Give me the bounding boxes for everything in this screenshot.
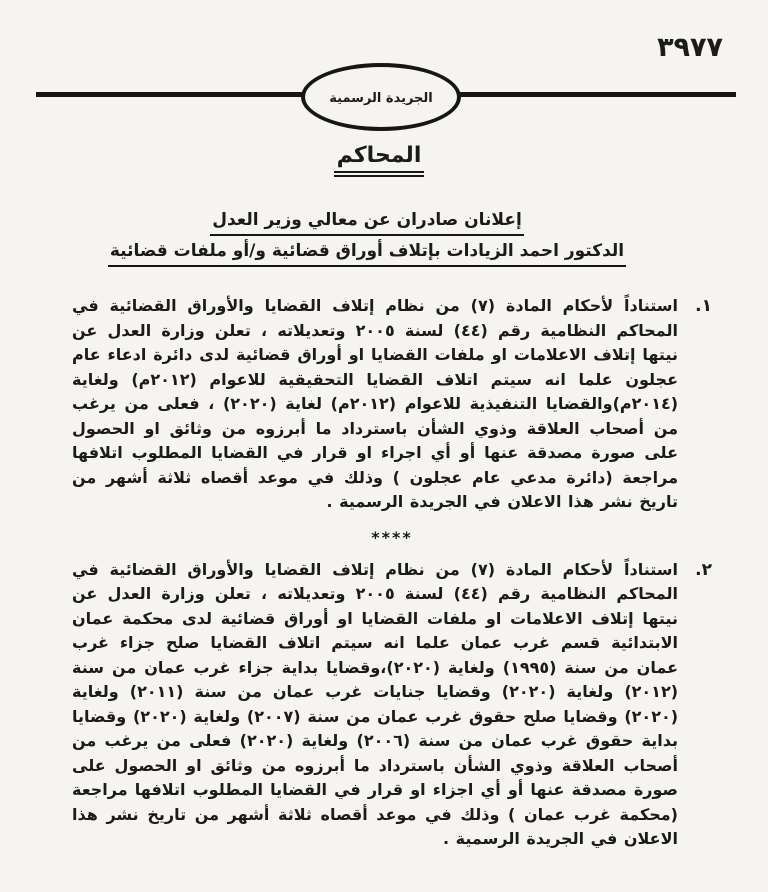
page-number: ٣٩٧٧ bbox=[657, 32, 723, 63]
announcement-title-row-1 bbox=[0, 210, 734, 236]
document-body bbox=[72, 294, 712, 852]
item-text-1: استناداً لأحكام المادة (٧) من نظام إتلاف القضايا والأوراق القضائية في المحاكم النظامية رقم (٤٤) لسنة ٢٠٠٥ وتعديلاته ، تعلن وزارة العدل عن نيتها إتلاف الاعلامات او ملفات القضايا او أوراق قضائية لدى دائرة ادعاء عام عجلون علما انه سيتم اتلاف القضايا التحقيقية للاعوام (٢٠١٢م) ولغاية (٢٠١٤م)والقضايا التنفيذية للاعوام (٢٠١٢م) لغاية (٢٠٢٠) ، فعلى من يرغب من أصحاب العلاقة وذوي الشأن باسترداد ما أبرزوه من وثائق او الحصول على صورة مصدقة عنها أو أي اجراء او قرار في القضايا المطلوب اتلافها مراجعة (دائرة مدعي عام عجلون ) وذلك في موعد أقصاه ثلاثة أشهر من تاريخ نشر هذا الاعلان في الجريدة الرسمية . bbox=[72, 296, 679, 511]
item-text-2: استناداً لأحكام المادة (٧) من نظام إتلاف القضايا والأوراق القضائية في المحاكم النظامية رقم (٤٤) لسنة ٢٠٠٥ وتعديلاته ، تعلن وزارة العدل عن نيتها إتلاف الاعلامات او ملفات القضايا او أوراق قضائية لدى محكمة عمان الابتدائية قسم غرب عمان علما انه سيتم اتلاف القضايا صلح جزاء غرب عمان من سنة (١٩٩٥) ولغاية (٢٠٢٠)،وقضايا بداية جزاء غرب عمان من سنة (٢٠١٢) ولغاية (٢٠٢٠) وقضايا جنايات غرب عمان من سنة (٢٠١١) ولغاية (٢٠٢٠) وقضايا صلح حقوق غرب عمان من سنة (٢٠٠٧) ولغاية (٢٠٢٠) وقضايا بداية حقوق غرب عمان من سنة (٢٠٠٦) ولغاية (٢٠٢٠) فعلى من يرغب من أصحاب العلاقة وذوي الشأن باسترداد ما أبرزوه من وثائق او الحصول على صورة مصدقة عنها أو أي اجزاء او قرار في القضايا المطلوب اتلافها مراجعة (محكمة غرب عمان ) وذلك في موعد أقصاه ثلاثة أشهر من تاريخ نشر هذا الاعلان في الجريدة الرسمية . bbox=[72, 559, 679, 848]
gazette-oval-label: الجريدة الرسمية bbox=[329, 90, 433, 106]
announcement-item-1 bbox=[72, 294, 712, 515]
section-heading-row bbox=[0, 143, 758, 177]
announcement-item-2 bbox=[72, 558, 712, 852]
item-number-1: ١. bbox=[695, 296, 712, 316]
announcement-title-line2: الدكتور احمد الزيادات بإتلاف أوراق قضائية و/أو ملفات قضائية bbox=[108, 241, 626, 267]
item-number-2: ٢. bbox=[695, 559, 712, 580]
section-heading: المحاكم bbox=[334, 143, 425, 177]
announcement-title-row-2 bbox=[0, 241, 734, 267]
announcement-title-line1: إعلانان صادران عن معالي وزير العدل bbox=[210, 210, 524, 236]
asterisk-separator: **** bbox=[371, 527, 413, 547]
gazette-oval-badge bbox=[301, 63, 461, 131]
